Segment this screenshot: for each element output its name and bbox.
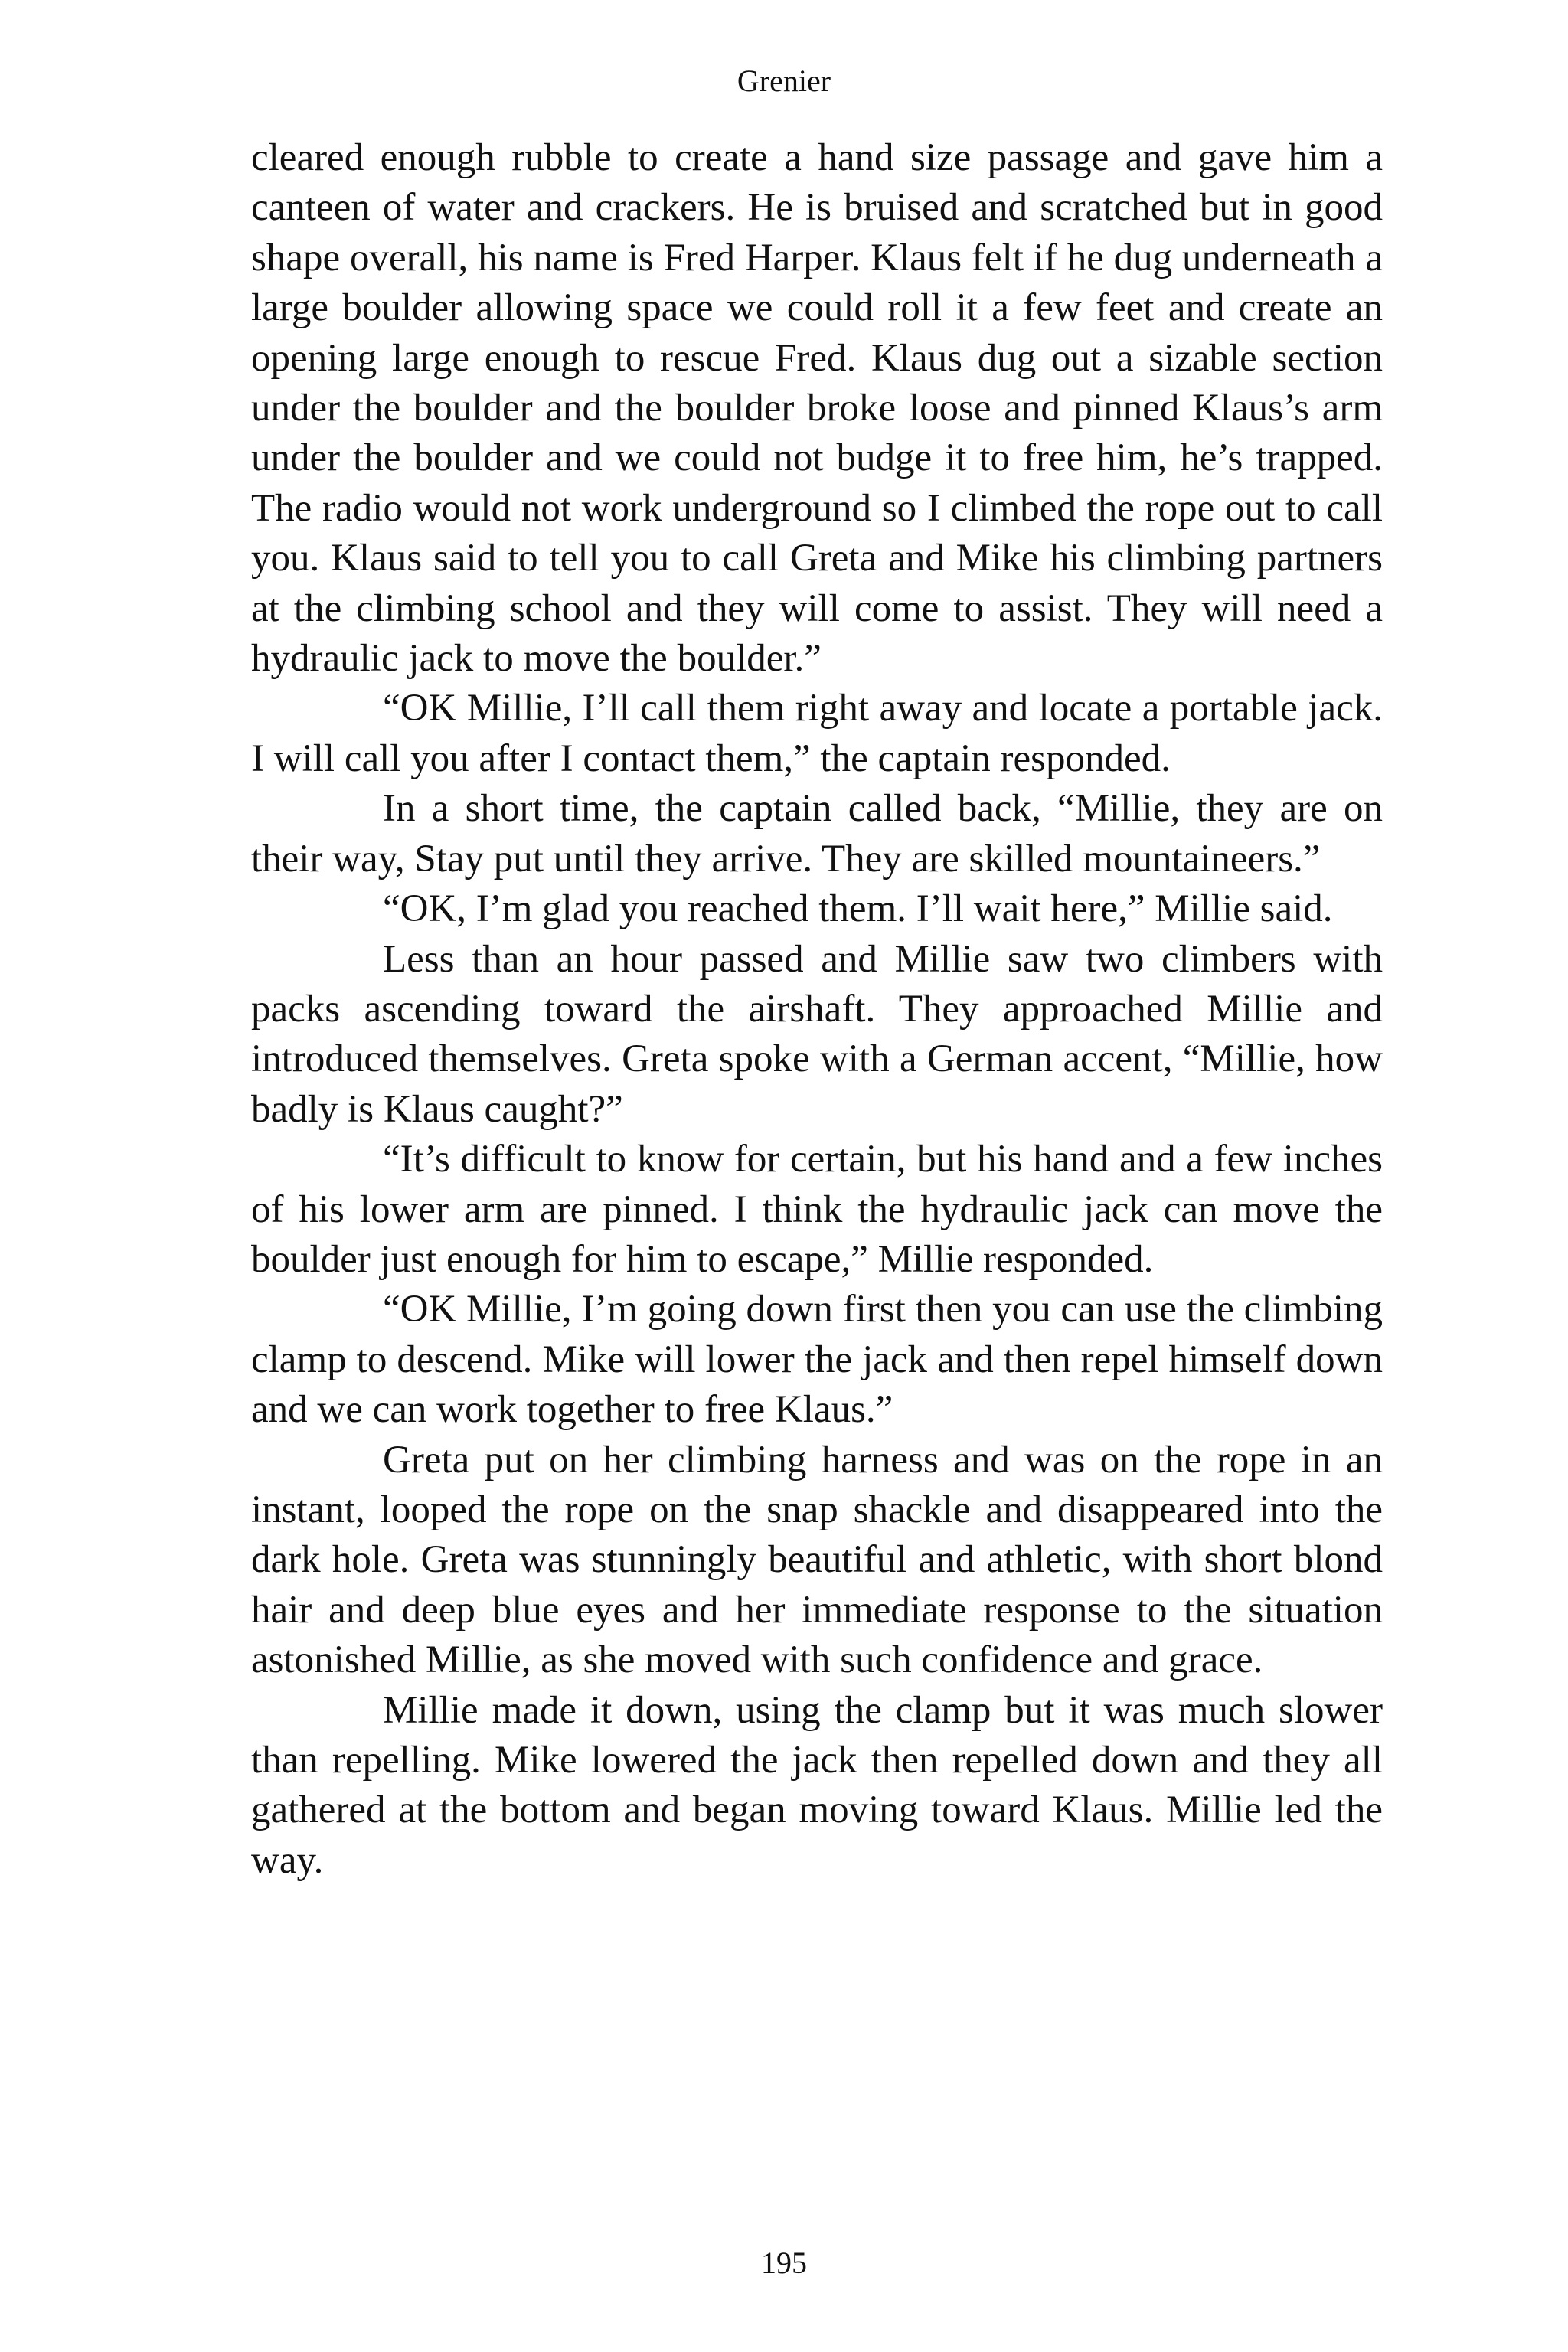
running-head: Grenier	[737, 64, 831, 98]
paragraph: “OK Millie, I’m going down first then you can use the climbing clamp to descend. Mike will lower the jack and then repel himself down and we can work together to free Klaus.”	[251, 1288, 1383, 1432]
paragraph: Greta put on her climbing harness and was on the rope in an instant, looped the rope on the snap shackle and disappeared into the dark hole. Greta was stunningly beautiful and athletic, with short blond hair and deep blue eyes and her immediate response to the situation astonished Millie, as she moved with such confidence and grace.	[251, 1438, 1383, 1682]
paragraph: “OK, I’m glad you reached them. I’ll wait here,” Millie said.	[383, 887, 1333, 931]
body-text	[251, 133, 1383, 1886]
page-number: 195	[761, 2246, 807, 2280]
paragraph: Less than an hour passed and Millie saw two climbers with packs ascending toward the airshaft. They approached Millie and introduced themselves. Greta spoke with a German accent, “Millie, how badly is Klaus caught?”	[251, 937, 1383, 1131]
paragraph: cleared enough rubble to create a hand size passage and gave him a canteen of water and crackers. He is bruised and scratched but in good shape overall, his name is Fred Harper. Klaus felt if he dug underneath a large boulder allowing space we could roll it a few feet and create an opening large enough to rescue Fred. Klaus dug out a sizable section under the boulder and the boulder broke loose and pinned Klaus’s arm under the boulder and we could not budge it to free him, he’s trapped. The radio would not work underground so I climbed the rope out to call you. Klaus said to tell you to call Greta and Mike his climbing partners at the climbing school and they will come to assist. They will need a hydraulic jack to move the boulder.”	[251, 136, 1383, 681]
paragraph: Millie made it down, using the clamp but it was much slower than repelling. Mike lowered the jack then repelled down and they all gathered at the bottom and began moving toward Klaus. Millie led the way.	[251, 1688, 1383, 1882]
paragraph: In a short time, the captain called back, “Millie, they are on their way, Stay put until they arrive. They are skilled mountaineers.”	[251, 787, 1383, 880]
paragraph: “OK Millie, I’ll call them right away and locate a portable jack. I will call you after I contact them,” the captain responded.	[251, 687, 1383, 780]
paragraph: “It’s difficult to know for certain, but his hand and a few inches of his lower arm are pinned. I think the hydraulic jack can move the boulder just enough for him to escape,” Millie responded.	[251, 1138, 1383, 1281]
